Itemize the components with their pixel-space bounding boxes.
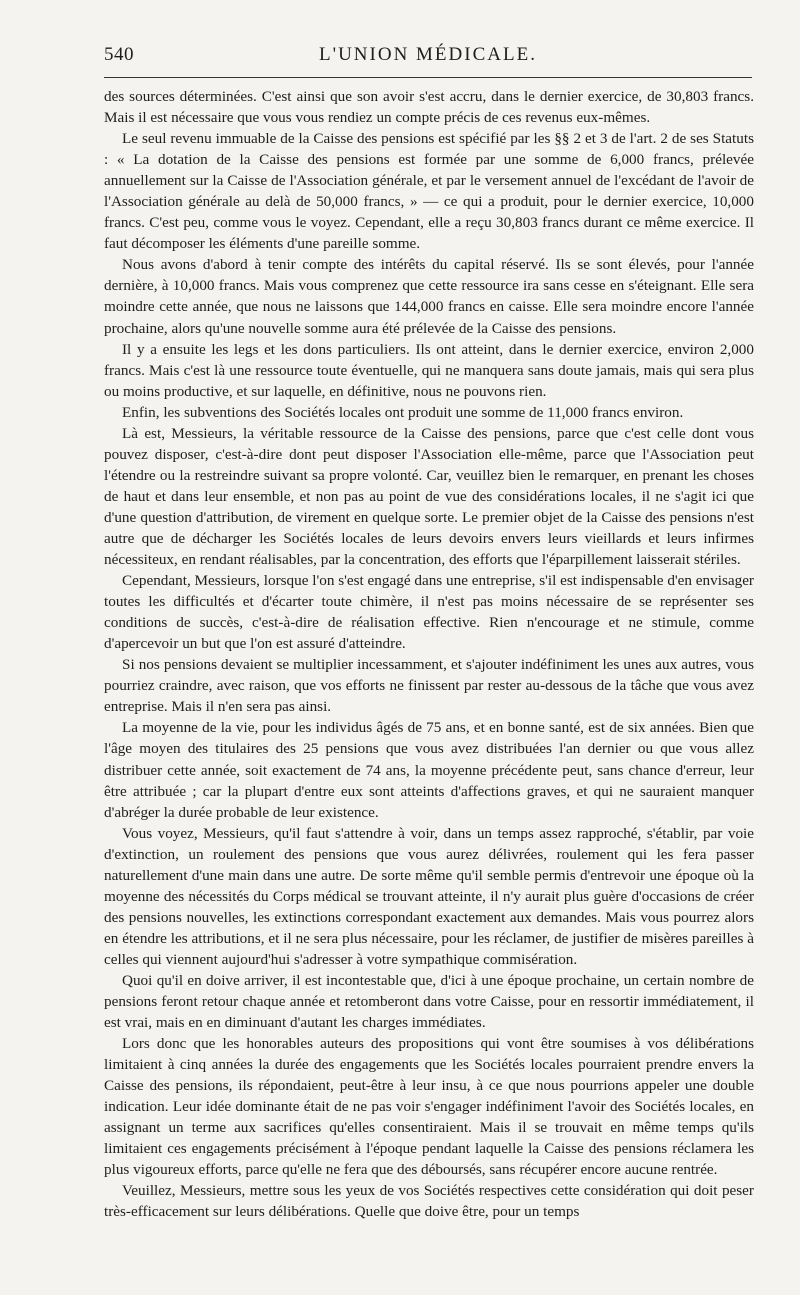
header-rule: [104, 77, 752, 78]
journal-title: L'UNION MÉDICALE.: [319, 44, 537, 65]
paragraph: Là est, Messieurs, la véritable ressource de la Caisse des pensions, parce que c'est celle dont vous pouvez disposer, c'est-à-dire dont peut disposer l'Association elle-même, parce que l'Association peut l'étendre ou la restreindre suivant sa propre volonté. Car, veuillez bien le remarquer, en prenant les choses de haut et dans leur ensemble, et non pas au point de vue des considérations locales, il ne s'agit ici que d'une question d'attribution, de virement en quelque sorte. Le premier objet de la Caisse des pensions n'est autre que de décharger les Sociétés locales de leurs devoirs envers leurs vieillards et leurs infirmes nécessiteux, en rendant réalisables, par la concentration, des efforts que l'éparpillement laisserait stériles.: [104, 424, 754, 569]
paragraph: des sources déterminées. C'est ainsi que son avoir s'est accru, dans le dernier exercice, de 30,803 francs. Mais il est nécessaire que vous vous rendiez un compte précis de ces revenus eux-mêmes.: [104, 88, 754, 127]
paragraph: Le seul revenu immuable de la Caisse des pensions est spécifié par les §§ 2 et 3 de l'art. 2 de ses Statuts : « La dotation de la Caisse des pensions est formée par une somme de 6,000 francs, prélevée annuellement sur la Caisse de l'Association générale, et par le versement annuel de l'excédant de l'avoir de l'Association générale au delà de 50,000 francs, » — ce qui a produit, pour le dernier exercice, 10,000 francs. C'est peu, comme vous le voyez. Cependant, elle a reçu 30,803 francs durant ce même exercice. Il faut décomposer les éléments d'une pareille somme.: [104, 130, 754, 253]
paragraph: Si nos pensions devaient se multiplier incessamment, et s'ajouter indéfiniment les unes aux autres, vous pourriez craindre, avec raison, que vos efforts ne finissent par rester au-dessous de la tâche que vous avez entreprise. Mais il n'en sera pas ainsi.: [104, 656, 754, 716]
page-number: 540: [104, 44, 134, 65]
paragraph: Quoi qu'il en doive arriver, il est incontestable que, d'ici à une époque prochaine, un certain nombre de pensions feront retour chaque année et retomberont dans votre Caisse, pour en ressortir immédiatement, il est vrai, mais en en diminuant d'autant les charges immédiates.: [104, 971, 754, 1032]
paragraph: La moyenne de la vie, pour les individus âgés de 75 ans, et en bonne santé, est de six années. Bien que l'âge moyen des titulaires des 25 pensions que vous avez distribuées l'an dernier ou que vous allez distribuer cette année, soit exactement de 74 ans, la moyenne précédente peut, sans chance d'erreur, leur être attribuée ; car la plupart d'entre eux sont atteints d'affections graves, et qui ne sauraient manquer d'abréger la durée probable de leur existence.: [104, 719, 754, 821]
paragraph: Lors donc que les honorables auteurs des propositions qui vont être soumises à vos délibérations limitaient à cinq années la durée des engagements que les Sociétés locales pourraient prendre envers la Caisse des pensions, ils répondaient, peut-être à leur insu, à ce que nous pourrions appeler une double indication. Leur idée dominante était de ne pas voir s'engager indéfiniment l'avoir des Sociétés locales, en assignant un terme aux sacrifices qu'elles consentiraient. Mais il se trouvait en même temps qu'ils limitaient ces engagements précisément à l'époque pendant laquelle la Caisse des pensions réclamera les plus vigoureux efforts, parce qu'elle ne fera que des déboursés, sans récupérer encore aucune rentrée.: [104, 1035, 754, 1179]
article-body: [104, 86, 754, 1223]
running-header: [104, 44, 752, 74]
paragraph: Enfin, les subventions des Sociétés locales ont produit une somme de 11,000 francs environ.: [122, 403, 684, 421]
paragraph: Cependant, Messieurs, lorsque l'on s'est engagé dans une entreprise, s'il est indispensable d'en envisager toutes les difficultés et d'écarter toute chimère, il n'est pas moins nécessaire de se représenter ses conditions de succès, c'est-à-dire de réalisation effective. Rien n'encourage et ne stimule, comme d'apercevoir un but que l'on est assuré d'atteindre.: [104, 572, 754, 653]
paragraph: Veuillez, Messieurs, mettre sous les yeux de vos Sociétés respectives cette considération qui doit peser très-efficacement sur leurs délibérations. Quelle que doive être, pour un temps: [104, 1182, 754, 1221]
paragraph: Nous avons d'abord à tenir compte des intérêts du capital réservé. Ils se sont élevés, pour l'année dernière, à 10,000 francs. Mais vous comprenez que cette ressource ira sans cesse en s'éteignant. Elle sera moindre cette année, que nous ne laissons que 144,000 francs en caisse. Elle sera moindre encore l'année prochaine, alors qu'une nouvelle somme aura été prélevée de la Caisse des pensions.: [104, 256, 754, 337]
paragraph: Vous voyez, Messieurs, qu'il faut s'attendre à voir, dans un temps assez rapproché, s'établir, par voie d'extinction, un roulement des pensions que vous aurez délivrées, roulement qui les fera passer naturellement d'une main dans une autre. De sorte même qu'il semble permis d'entrevoir une époque où la moyenne des nécessités du Corps médical se trouvant atteinte, il n'y aurait plus guère d'occasions de créer des pensions nouvelles, les extinctions correspondant exactement aux demandes. Mais vous pourrez alors en étendre les attributions, et il ne sera plus nécessaire, pour les réclamer, de justifier de misères pareilles à celles qui viennent aujourd'hui s'adresser à votre sympathique commisération.: [104, 824, 754, 968]
paragraph: Il y a ensuite les legs et les dons particuliers. Ils ont atteint, dans le dernier exercice, environ 2,000 francs. Mais c'est là une ressource toute éventuelle, qui ne manquera sans doute jamais, mais qui sera plus ou moins productive, et sur laquelle, en définitive, nous ne pouvons rien.: [104, 340, 754, 400]
